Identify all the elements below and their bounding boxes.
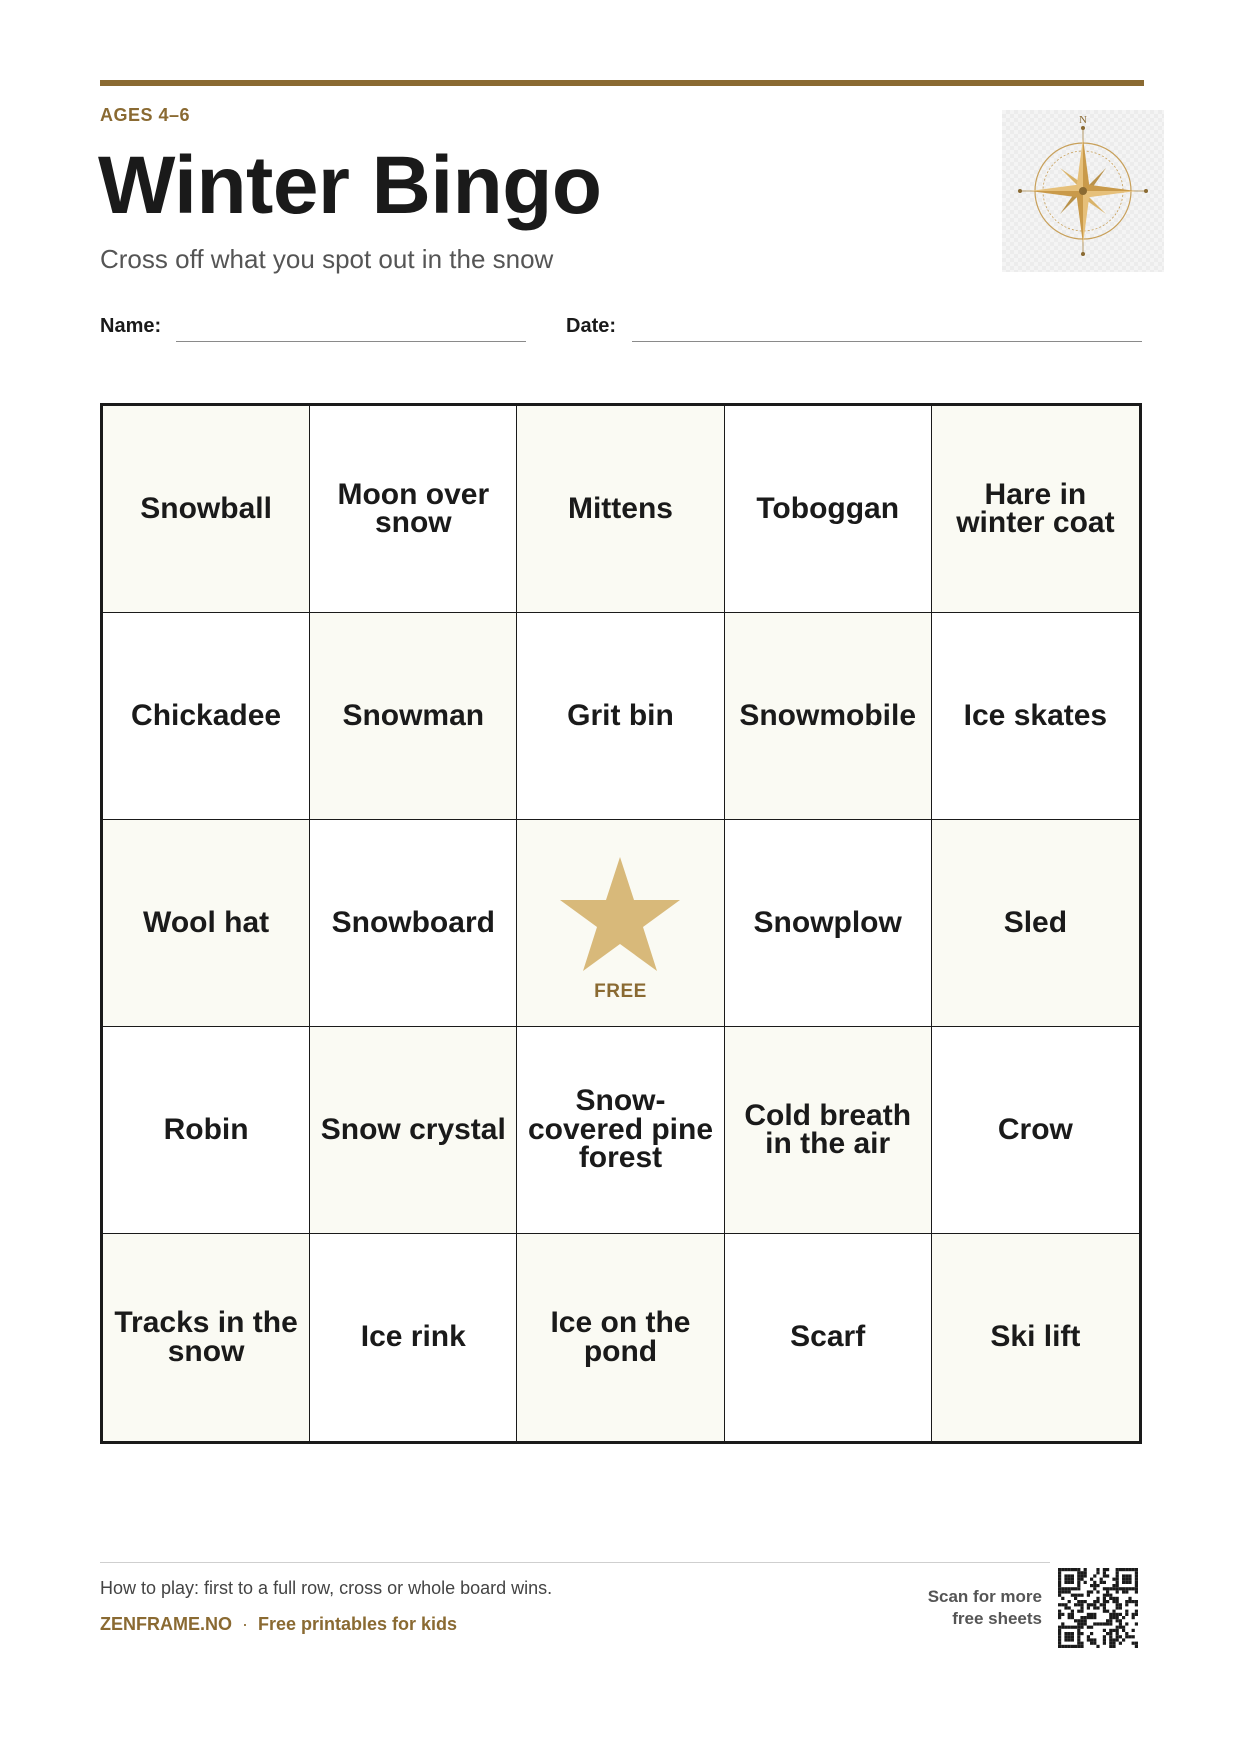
bingo-cell-label: Wool hat <box>143 905 270 939</box>
bingo-cell[interactable] <box>725 1234 932 1441</box>
bingo-cell-label: Ice on the pond <box>550 1306 691 1368</box>
bingo-cell-label: Ice skates <box>963 698 1108 732</box>
bingo-cell[interactable] <box>517 406 724 613</box>
bingo-cell-label: Cold breath in the air <box>744 1098 912 1160</box>
bingo-cell[interactable] <box>932 1027 1139 1234</box>
bingo-cell-label: Chickadee <box>131 698 282 732</box>
bingo-cell-label: Crow <box>997 1112 1073 1146</box>
bingo-cell[interactable] <box>103 1234 310 1441</box>
bingo-cell-free[interactable] <box>517 820 724 1027</box>
bingo-cell[interactable] <box>725 1027 932 1234</box>
bingo-cell-label: Tracks in the snow <box>114 1306 298 1368</box>
bingo-cell-label: Grit bin <box>567 698 674 732</box>
scan-line-1: Scan for more <box>927 1587 1042 1606</box>
bingo-cell[interactable] <box>725 820 932 1027</box>
how-to-play-text: How to play: first to a full row, cross or whole board wins. <box>100 1578 553 1598</box>
bingo-cell[interactable] <box>932 1234 1139 1441</box>
bingo-cell[interactable] <box>103 406 310 613</box>
bingo-cell[interactable] <box>517 613 724 820</box>
bingo-cell-label: Snowball <box>140 491 272 525</box>
bingo-cell[interactable] <box>932 820 1139 1027</box>
age-range-label: AGES 4–6 <box>100 105 191 125</box>
bingo-cell-label: Ski lift <box>990 1320 1081 1354</box>
free-space-label: FREE <box>594 981 647 1002</box>
compass-north-letter: N <box>1079 114 1087 126</box>
bingo-cell-label: Snowboard <box>331 905 495 939</box>
scan-prompt <box>928 1586 1042 1630</box>
qr-code-icon[interactable] <box>1058 1568 1138 1648</box>
bingo-cell-label: Snowplow <box>753 905 902 939</box>
brand-tagline: Free printables for kids <box>258 1614 458 1634</box>
bingo-cell[interactable] <box>103 1027 310 1234</box>
bingo-cell[interactable] <box>103 613 310 820</box>
brand-line <box>100 1614 457 1635</box>
bingo-cell-label: Toboggan <box>756 491 900 525</box>
star-icon <box>558 855 682 973</box>
bingo-cell-label: Snowmobile <box>739 698 917 732</box>
bingo-cell-label: Snow-covered pine forest <box>527 1084 714 1175</box>
date-field[interactable] <box>632 341 1142 342</box>
bingo-cell[interactable] <box>517 1234 724 1441</box>
bingo-cell[interactable] <box>310 820 517 1027</box>
bingo-board <box>100 403 1142 1444</box>
bingo-cell-label: Ice rink <box>360 1320 466 1354</box>
bingo-cell[interactable] <box>517 1027 724 1234</box>
bingo-cell[interactable] <box>932 613 1139 820</box>
bingo-cell-label: Scarf <box>790 1320 866 1354</box>
bingo-cell[interactable] <box>310 613 517 820</box>
page-title: Winter Bingo <box>98 140 602 231</box>
bingo-cell-label: Snow crystal <box>320 1112 506 1146</box>
bingo-cell-label: Hare in winter coat <box>956 477 1115 539</box>
bingo-cell[interactable] <box>103 820 310 1027</box>
brand-separator: · <box>242 1614 248 1634</box>
date-label: Date: <box>566 315 617 337</box>
bingo-cell-label: Sled <box>1003 905 1068 939</box>
compass-rose-icon <box>1002 110 1164 272</box>
name-field[interactable] <box>176 341 526 342</box>
bingo-cell-label: Robin <box>163 1112 249 1146</box>
bingo-cell[interactable] <box>932 406 1139 613</box>
bingo-cell[interactable] <box>310 1234 517 1441</box>
bingo-cell-label: Snowman <box>342 698 485 732</box>
bingo-cell-label: Moon over snow <box>337 477 490 539</box>
name-label: Name: <box>100 315 162 337</box>
bingo-cell-label: Mittens <box>567 491 673 525</box>
scan-line-2: free sheets <box>952 1609 1042 1629</box>
footer-divider <box>100 1562 1050 1563</box>
brand-name: ZENFRAME.NO <box>100 1614 232 1634</box>
page-subtitle: Cross off what you spot out in the snow <box>100 244 554 274</box>
bingo-cell[interactable] <box>725 613 932 820</box>
top-rule <box>100 80 1144 86</box>
bingo-cell[interactable] <box>310 406 517 613</box>
bingo-cell[interactable] <box>725 406 932 613</box>
bingo-cell[interactable] <box>310 1027 517 1234</box>
